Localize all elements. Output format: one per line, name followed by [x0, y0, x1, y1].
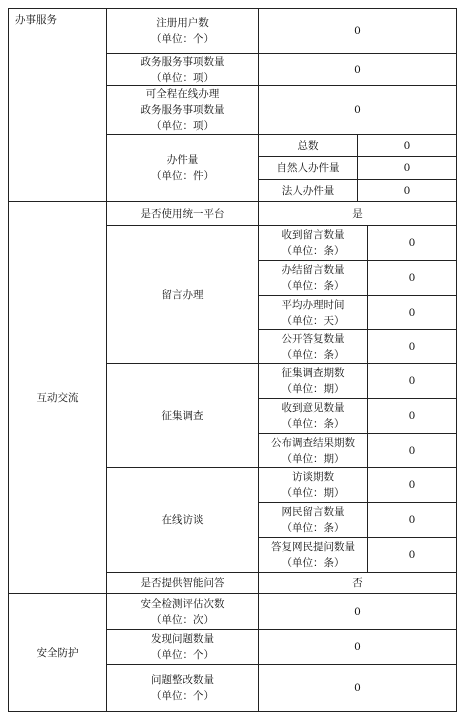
registered-users-name: 注册用户数	[156, 17, 209, 29]
interview-answers-unit: （单位：条）	[281, 557, 345, 569]
interview-answers-value	[367, 537, 457, 573]
section-security-title	[8, 593, 107, 712]
messages-closed-name: 办结留言数量	[281, 264, 345, 276]
messages-group-label-text: 留言办理	[161, 288, 204, 301]
messages-avgtime-value	[367, 295, 457, 330]
survey-opinions-name: 收到意见数量	[281, 402, 345, 414]
survey-periods-value-text: 0	[408, 375, 416, 387]
cases-label	[106, 134, 259, 202]
service-items-value-text: 0	[354, 63, 361, 76]
survey-opinions-value-text: 0	[408, 410, 416, 422]
cases-legal-label-text: 法人办件量	[281, 184, 335, 197]
security-tests-unit: （单位：次）	[151, 613, 214, 626]
messages-public-value	[367, 329, 457, 364]
cases-total-value	[357, 134, 457, 157]
interview-group-label	[106, 467, 259, 573]
cases-total-label	[258, 134, 358, 157]
survey-periods-name: 征集调查期数	[281, 367, 345, 379]
messages-group-label	[106, 225, 259, 364]
online-items-value-text: 0	[354, 104, 361, 116]
messages-public-label	[258, 329, 368, 364]
security-fixes-label	[106, 664, 259, 712]
interview-periods-value	[367, 467, 457, 503]
messages-public-value-text: 0	[408, 340, 416, 353]
online-items-name-1: 可全程在线办理	[145, 88, 220, 100]
interview-periods-value-text: 0	[408, 479, 416, 491]
security-tests-name: 安全检测评估次数	[140, 597, 225, 610]
smart-qa-value	[258, 572, 457, 594]
smart-qa-label	[106, 572, 259, 594]
cases-natural-label	[258, 156, 358, 180]
service-items-label	[106, 53, 259, 86]
security-fixes-unit: （单位：个）	[151, 690, 214, 702]
messages-closed-value	[367, 260, 457, 296]
interview-periods-name: 访谈期数	[292, 471, 334, 483]
cases-natural-value-text: 0	[403, 162, 411, 174]
messages-avgtime-label	[258, 295, 368, 330]
cases-natural-value	[357, 156, 457, 180]
messages-closed-unit: （单位：条）	[281, 280, 345, 292]
security-issues-value	[258, 629, 457, 665]
section-interaction-title	[8, 201, 107, 594]
unified-platform-value	[258, 201, 457, 226]
registered-users-unit: （单位：个）	[151, 33, 214, 45]
unified-platform-label	[106, 201, 259, 226]
service-items-value	[258, 53, 457, 86]
cases-legal-value-text: 0	[403, 184, 411, 197]
messages-received-label	[258, 225, 368, 261]
section-service-title	[8, 8, 107, 202]
security-tests-value	[258, 593, 457, 630]
survey-periods-value	[367, 363, 457, 399]
messages-received-unit: （单位：条）	[281, 245, 345, 257]
interview-messages-name: 网民留言数量	[281, 506, 345, 518]
interview-messages-label	[258, 502, 368, 538]
messages-avgtime-value-text: 0	[408, 306, 416, 319]
cases-total-label-text: 总数	[297, 139, 319, 152]
survey-opinions-label	[258, 398, 368, 434]
survey-group-label	[106, 363, 259, 468]
section-security-title-text: 安全防护	[36, 646, 79, 659]
security-fixes-value-text: 0	[354, 682, 361, 694]
registered-users-value	[258, 8, 457, 54]
section-interaction-title-text: 互动交流	[36, 391, 79, 404]
interview-messages-unit: （单位：条）	[281, 522, 345, 534]
messages-received-value-text: 0	[408, 237, 416, 249]
section-service-title-text: 办事服务	[15, 14, 57, 26]
interview-answers-name: 答复网民提问数量	[271, 541, 355, 553]
security-fixes-value	[258, 664, 457, 712]
interview-messages-value	[367, 502, 457, 538]
security-issues-unit: （单位：个）	[151, 649, 214, 661]
interview-periods-label	[258, 467, 368, 503]
online-items-unit: （单位：项）	[151, 120, 214, 132]
interview-periods-unit: （单位：期）	[281, 487, 345, 499]
online-items-value	[258, 85, 457, 135]
interview-answers-value-text: 0	[408, 549, 416, 561]
security-tests-label	[106, 593, 259, 630]
smart-qa-label-text: 是否提供智能问答	[140, 577, 225, 589]
survey-results-unit: （单位：期）	[281, 452, 345, 465]
security-issues-label	[106, 629, 259, 665]
messages-public-unit: （单位：条）	[281, 348, 345, 361]
online-items-name-2: 政务服务事项数量	[140, 104, 225, 116]
messages-avgtime-name: 平均办理时间	[281, 298, 345, 311]
online-items-label	[106, 85, 259, 135]
cases-natural-label-text: 自然人办件量	[276, 162, 340, 174]
messages-public-name: 公开答复数量	[281, 332, 345, 345]
survey-opinions-unit: （单位：条）	[281, 418, 345, 430]
security-issues-value-text: 0	[354, 641, 361, 653]
interview-group-label-text: 在线访谈	[161, 514, 204, 526]
survey-opinions-value	[367, 398, 457, 434]
security-fixes-name: 问题整改数量	[151, 674, 214, 686]
cases-name: 办件量	[166, 154, 199, 166]
survey-results-value-text: 0	[408, 444, 416, 457]
unified-platform-label-text: 是否使用统一平台	[140, 207, 225, 220]
smart-qa-value-text: 否	[352, 577, 363, 589]
interview-answers-label	[258, 537, 368, 573]
cases-total-value-text: 0	[403, 139, 411, 152]
cases-legal-value	[357, 179, 457, 202]
survey-periods-unit: （单位：期）	[281, 383, 345, 395]
service-items-name: 政务服务事项数量	[140, 55, 225, 68]
registered-users-label	[106, 8, 259, 54]
survey-group-label-text: 征集调查	[161, 409, 204, 422]
messages-closed-label	[258, 260, 368, 296]
survey-results-label	[258, 433, 368, 468]
cases-legal-label	[258, 179, 358, 202]
unified-platform-value-text: 是	[352, 207, 363, 220]
cases-unit: （单位：件）	[151, 170, 214, 182]
survey-results-name: 公布调查结果期数	[271, 436, 355, 449]
messages-received-value	[367, 225, 457, 261]
messages-received-name: 收到留言数量	[281, 229, 345, 241]
messages-closed-value-text: 0	[408, 272, 416, 284]
messages-avgtime-unit: （单位：天）	[281, 314, 345, 327]
survey-periods-label	[258, 363, 368, 399]
security-tests-value-text: 0	[354, 605, 361, 618]
survey-results-value	[367, 433, 457, 468]
service-items-unit: （单位：项）	[151, 71, 214, 84]
registered-users-value-text: 0	[354, 25, 361, 37]
security-issues-name: 发现问题数量	[151, 633, 214, 645]
interview-messages-value-text: 0	[408, 514, 416, 526]
